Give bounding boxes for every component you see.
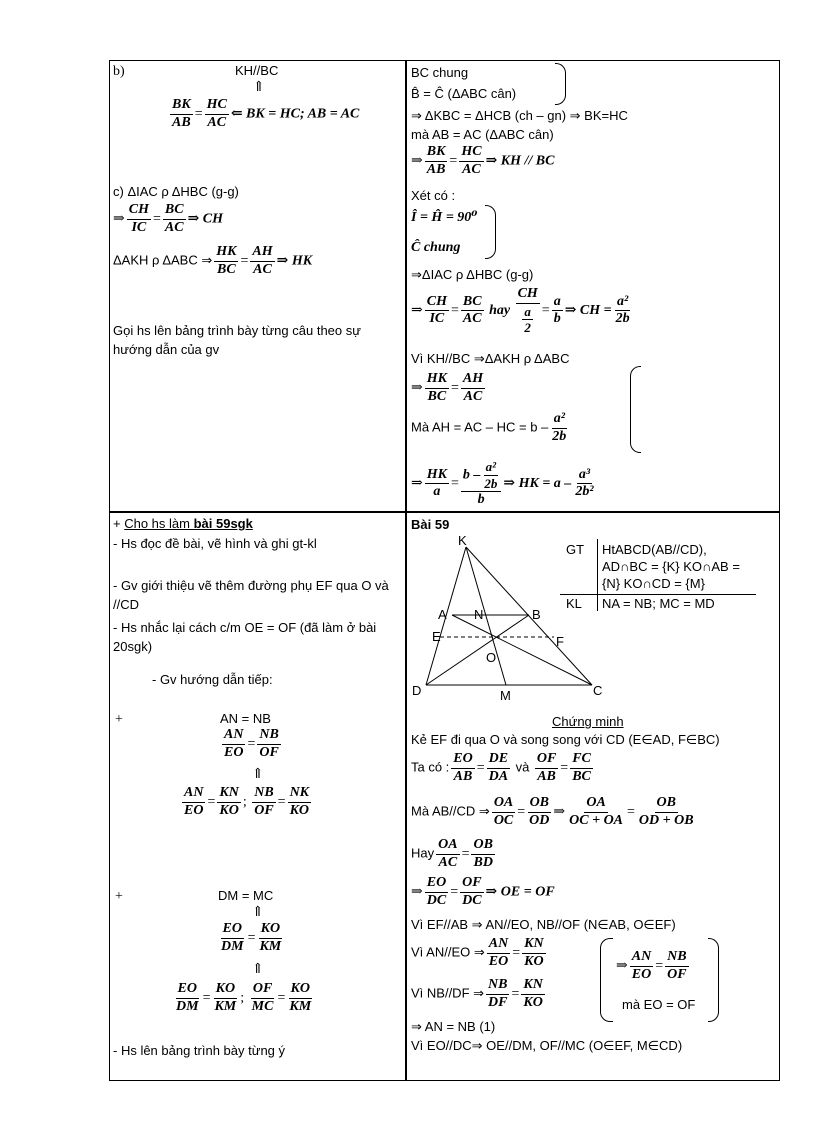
angle-c-common: Ĉ chung xyxy=(411,240,461,255)
formula-hk-result: ⇒ $\frac{HK}{a}$ = b – $\frac{\text{a²}}{2b}$ b ⇒ HK = a – $\frac{\text{a³}}{\text{2b²}}$ xyxy=(411,459,594,508)
right-angles: Î = Ĥ = 90⁰ xyxy=(411,210,478,225)
row-divider xyxy=(110,511,779,513)
angle-b-equals-c: B̂ = Ĉ (ΔABC cân) xyxy=(411,86,517,101)
formula-bk-ab-hc-ac: $\frac{BK}{AB}$ = $\frac{HC}{AC}$ ⇐ BK = HC; AB = AC xyxy=(172,97,360,130)
formula-kn-ko: $\frac{AN}{EO}$ = $\frac{KN}{KO}$ ; $\frac{NB}{OF}$ = $\frac{NK}{KO}$ xyxy=(184,785,310,818)
implication-up-arrow: ⇑ xyxy=(252,905,264,920)
brace-left xyxy=(630,366,641,453)
an-nb-result: ⇒ AN = NB (1) xyxy=(411,1019,496,1034)
kl-line: NA = NB; MC = MD xyxy=(602,596,715,611)
point-n-label: N xyxy=(474,607,484,622)
implication-up-arrow: ⇑ xyxy=(252,767,264,782)
formula-hk-bc: ⇒ $\frac{HK}{BC}$ = $\frac{AH}{AC}$ xyxy=(411,371,484,404)
gt-label: GT xyxy=(566,542,585,557)
implication-up-arrow: ⇑ xyxy=(252,962,264,977)
formula-ah: Mà AH = AC – HC = b – $\frac{\text{a²}}{2b}$ xyxy=(411,411,567,444)
triangles-kbc-hcb: ⇒ ΔKBC = ΔHCB (ch – gn) ⇒ BK=HC xyxy=(411,108,628,123)
dm-equals-mc: DM = MC xyxy=(218,888,274,903)
similar-iac-hbc: ⇒ΔIAC ρ ΔHBC (g-g) xyxy=(411,267,534,282)
plus-marker: + xyxy=(115,889,123,904)
brace-right xyxy=(555,63,566,105)
eo-parallel-dc: Vì EO//DC⇒ OE//DM, OF//MC (O∈EF, M∈CD) xyxy=(411,1038,683,1053)
point-d-label: D xyxy=(412,683,422,698)
formula-nb-df: Vì NB//DF ⇒ $\frac{NB}{DF}$ = $\frac{KN}{KO}$ xyxy=(411,977,543,1010)
point-e-label: E xyxy=(432,629,441,644)
point-b-label: B xyxy=(532,607,541,622)
students-present: - Hs lên bảng trình bày từng ý xyxy=(113,1043,286,1058)
point-k-label: K xyxy=(458,535,467,548)
plus-marker: + xyxy=(115,712,123,727)
point-m-label: M xyxy=(500,688,511,703)
read-problem: - Hs đọc đề bài, vẽ hình và ghi gt-kl xyxy=(113,536,317,551)
brace-left xyxy=(600,938,613,1022)
formula-an-eo: $\frac{AN}{EO}$ = $\frac{NB}{OF}$ xyxy=(224,727,279,760)
formula-ta-co: Ta có : $\frac{EO}{AB}$ = $\frac{DE}{DA}$ và $\frac{OF}{AB}$ = $\frac{FC}{BC}$ xyxy=(411,751,591,784)
consider-label: Xét có : xyxy=(411,188,456,203)
gtkl-underline xyxy=(560,594,756,595)
formula-kh-parallel: ⇒ $\frac{BK}{AB}$ = $\frac{HC}{AC}$ ⇒ KH // BC xyxy=(411,144,555,177)
segment-kc xyxy=(466,547,592,685)
formula-ch-result: ⇒ $\frac{CH}{IC}$ = $\frac{BC}{AC}$ hay $\frac{CH}{\frac{a}{2}}$ = $\frac{a}{b}$ ⇒ CH = $\frac{\text{a²}}{2b}$ xyxy=(411,286,630,336)
kh-parallel-similar: Vì KH//BC ⇒ΔAKH ρ ΔABC xyxy=(411,351,570,366)
ab-equals-ac: mà AB = AC (ΔABC cân) xyxy=(411,127,554,142)
formula-ch-ic: ⇒ $\frac{CH}{IC}$ = $\frac{BC}{AC}$ ⇒ CH xyxy=(113,202,224,235)
task-bai59: + Cho hs làm bài 59sgk xyxy=(113,516,253,531)
recall-proof-note: - Hs nhắc lại cách c/m OE = OF (đã làm ở bài 20sgk) xyxy=(113,620,377,654)
eo-equals-of: mà EO = OF xyxy=(622,997,696,1012)
gt-line-3: {N} KO∩CD = {M} xyxy=(602,576,705,591)
gtkl-divider xyxy=(597,539,598,611)
formula-oa-ac: Hay $\frac{OA}{AC}$ = $\frac{OB}{BD}$ xyxy=(411,837,493,870)
auxiliary-line-note: - Gv giới thiệu vẽ thêm đường phụ EF qua O và //CD xyxy=(113,578,389,612)
brace-right xyxy=(485,205,496,259)
formula-an-nb-conclusion: ⇒ $\frac{AN}{EO}$ = $\frac{NB}{OF}$ xyxy=(616,949,687,982)
draw-ef-line: Kẻ EF đi qua O và song song với CD (E∈AD, F∈BC) xyxy=(411,732,720,747)
formula-eo-dm: $\frac{EO}{DM}$ = $\frac{KO}{KM}$ xyxy=(221,921,282,954)
formula-an-eo: Vì AN//EO ⇒ $\frac{AN}{EO}$ = $\frac{KN}{KO}$ xyxy=(411,936,544,969)
point-f-label: F xyxy=(556,634,564,649)
an-equals-nb: AN = NB xyxy=(220,711,271,726)
brace-right xyxy=(708,938,719,1022)
formula-ko-km: $\frac{EO}{DM}$ = $\frac{KO}{KM}$ ; $\frac{OF}{MC}$ = $\frac{KO}{KM}$ xyxy=(176,981,312,1014)
gt-line-1: HtABCD(AB//CD), xyxy=(602,542,707,557)
teacher-continue-note: - Gv hướng dẫn tiếp: xyxy=(152,672,273,687)
formula-oa-oc: Mà AB//CD ⇒ $\frac{OA}{OC}$ = $\frac{OB}{OD}$ ⇒ $\frac{OA}{OC + OA}$ = $\frac{OB}{OD + OB}$ xyxy=(411,795,694,828)
point-o-label: O xyxy=(486,650,497,665)
implication-up-arrow: ⇑ xyxy=(253,80,265,95)
ef-parallel-ab: Vì EF//AB ⇒ AN//EO, NB//OF (N∈AB, O∈EF) xyxy=(411,917,676,932)
gt-line-2: AD∩BC = {K} KO∩AB = xyxy=(602,559,740,574)
segment-ac xyxy=(452,615,592,685)
segment-bd xyxy=(426,615,529,685)
kh-parallel-bc: KH//BC xyxy=(235,63,279,78)
point-c-label: C xyxy=(593,683,603,698)
formula-akh-abc: ΔAKH ρ ΔABC ⇒ $\frac{HK}{BC}$ = $\frac{AH}{AC}$ ⇒ HK xyxy=(113,244,313,277)
part-b-label: b) xyxy=(113,64,125,79)
proof-heading: Chứng minh xyxy=(552,714,624,729)
column-divider xyxy=(405,61,407,1080)
exercise-title: Bài 59 xyxy=(411,517,450,532)
kl-label: KL xyxy=(566,596,582,611)
bc-common: BC chung xyxy=(411,65,469,80)
teacher-guide-note: Gọi hs lên bảng trình bày từng câu theo sự hướng dẫn của gv xyxy=(113,323,361,357)
formula-oe-of: ⇒ $\frac{EO}{DC}$ = $\frac{OF}{DC}$ ⇒ OE = OF xyxy=(411,875,555,908)
part-c-similarity: c) ΔIAC ρ ΔHBC (g-g) xyxy=(113,184,239,199)
trapezoid-figure xyxy=(410,535,610,705)
point-a-label: A xyxy=(438,607,447,622)
